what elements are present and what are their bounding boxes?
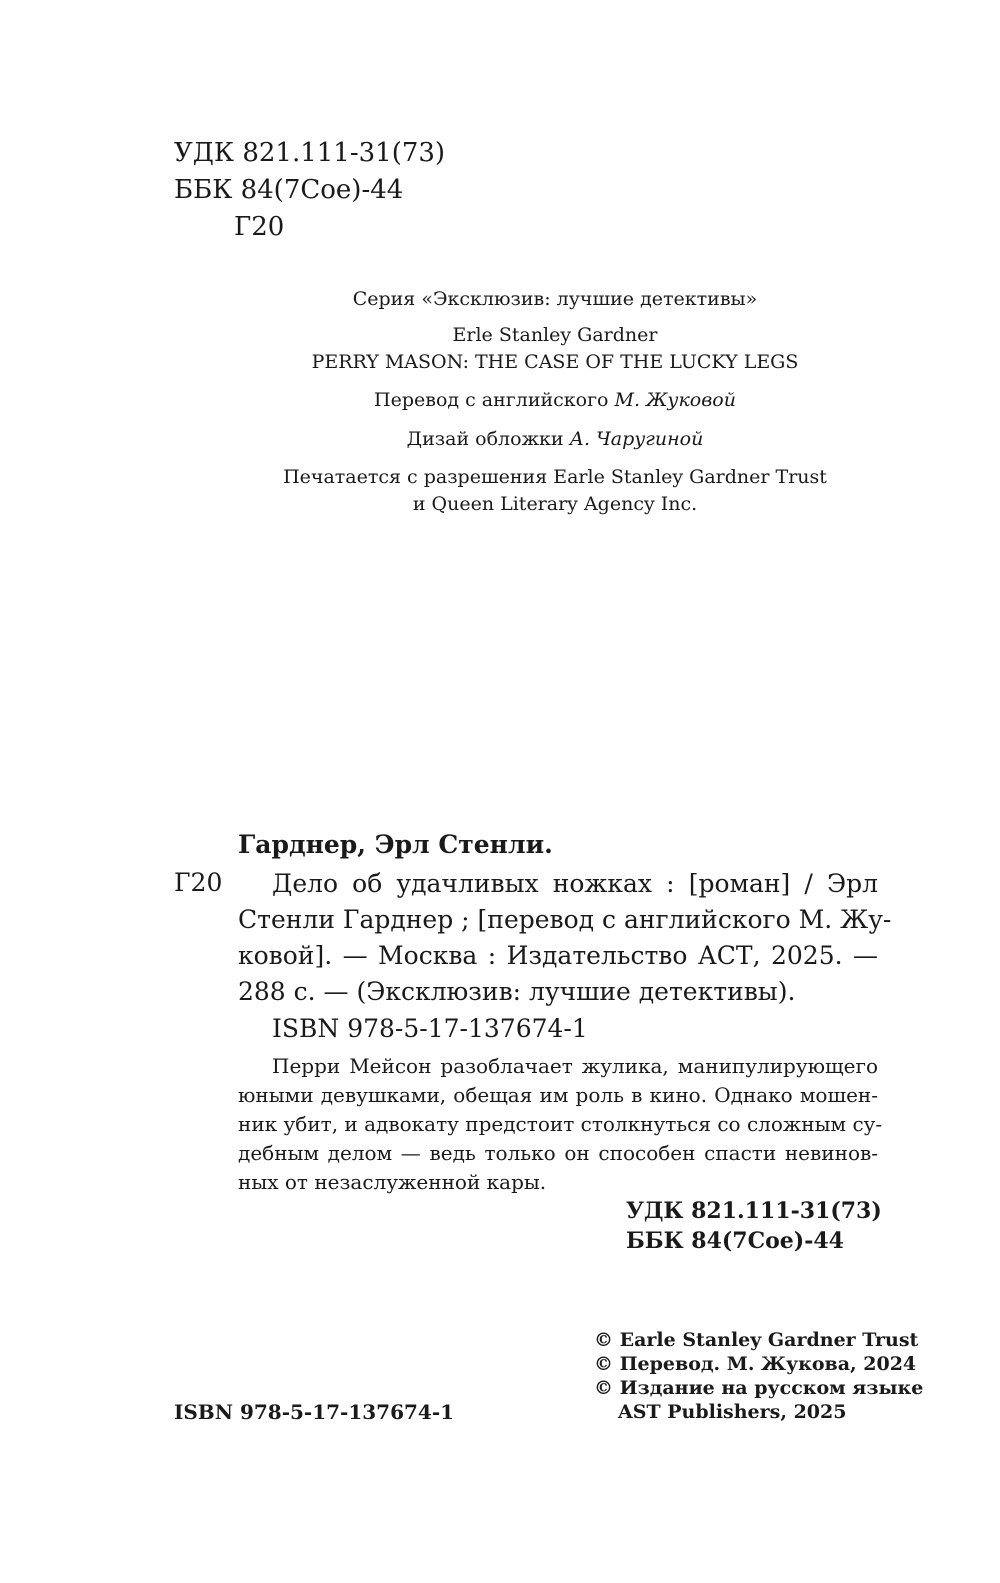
series-name: Серия «Эксклюзив: лучшие детективы» [352, 288, 758, 310]
isbn-record: ISBN 978-5-17-137674-1 [272, 1014, 588, 1043]
permission-line-2: и Queen Literary Agency Inc. [412, 493, 698, 515]
copyright-block [594, 1328, 923, 1424]
bbk-code-bottom: ББК 84(7Сое)-44 [626, 1228, 844, 1254]
description-line: 288 с. — (Эксклюзив: лучшие детективы). [238, 977, 796, 1006]
copyright-line: © Издание на русском языке [594, 1377, 924, 1399]
permission-line-1: Печатается с разрешения Earle Stanley Gardner Trust [283, 466, 827, 488]
annotation-line: ник убит, и адвокату предстоит столкнуться со сложным су- [238, 1112, 883, 1136]
isbn-bottom: ISBN 978-5-17-137674-1 [174, 1400, 455, 1424]
original-title: PERRY MASON: THE CASE OF THE LUCKY LEGS [311, 351, 799, 373]
description-line: Стенли Гарднер ; [перевод с английского М. Жу- [238, 905, 892, 934]
annotation-line: Перри Мейсон разоблачает жулика, манипулирующего [272, 1054, 878, 1078]
cover-credit [255, 426, 855, 453]
original-author: Erle Stanley Gardner [452, 324, 658, 346]
bbk-code-top: ББК 84(7Сое)-44 [174, 175, 404, 205]
copyright-line: © Earle Stanley Gardner Trust [594, 1329, 919, 1351]
book-author: Гарднер, Эрл Стенли. [238, 830, 553, 859]
cover-label: Дизай обложки [406, 428, 570, 450]
cover-designer-name: А. Чаругиной [569, 428, 704, 450]
author-mark-side: Г20 [174, 868, 223, 897]
annotation-line: ных от незаслуженной кары. [238, 1170, 547, 1194]
author-mark-top: Г20 [234, 212, 285, 242]
description-line: Дело об удачливых ножках : [роман] / Эрл [272, 869, 878, 898]
permission-credit [255, 464, 855, 518]
annotation-line: юными девушками, обещая им роль в кино. Однако мошен- [238, 1083, 878, 1107]
bibliographic-description [238, 866, 892, 1010]
description-line: ковой]. — Москва : Издательство АСТ, 2025. — [238, 941, 878, 970]
series-credit [255, 286, 855, 313]
classification-codes-bottom [626, 1196, 882, 1256]
udk-code-bottom: УДК 821.111-31(73) [626, 1198, 882, 1224]
translation-credit [255, 387, 855, 414]
book-annotation [238, 1052, 883, 1197]
copyright-line: © Перевод. М. Жукова, 2024 [594, 1353, 917, 1375]
original-credit [255, 322, 855, 376]
udk-code-top: УДК 821.111-31(73) [174, 138, 446, 168]
translator-name: М. Жуковой [614, 389, 736, 411]
annotation-line: дебным делом — ведь только он способен спасти невинов- [238, 1141, 878, 1165]
copyright-line: AST Publishers, 2025 [618, 1401, 847, 1423]
translation-label: Перевод с английского [374, 389, 615, 411]
